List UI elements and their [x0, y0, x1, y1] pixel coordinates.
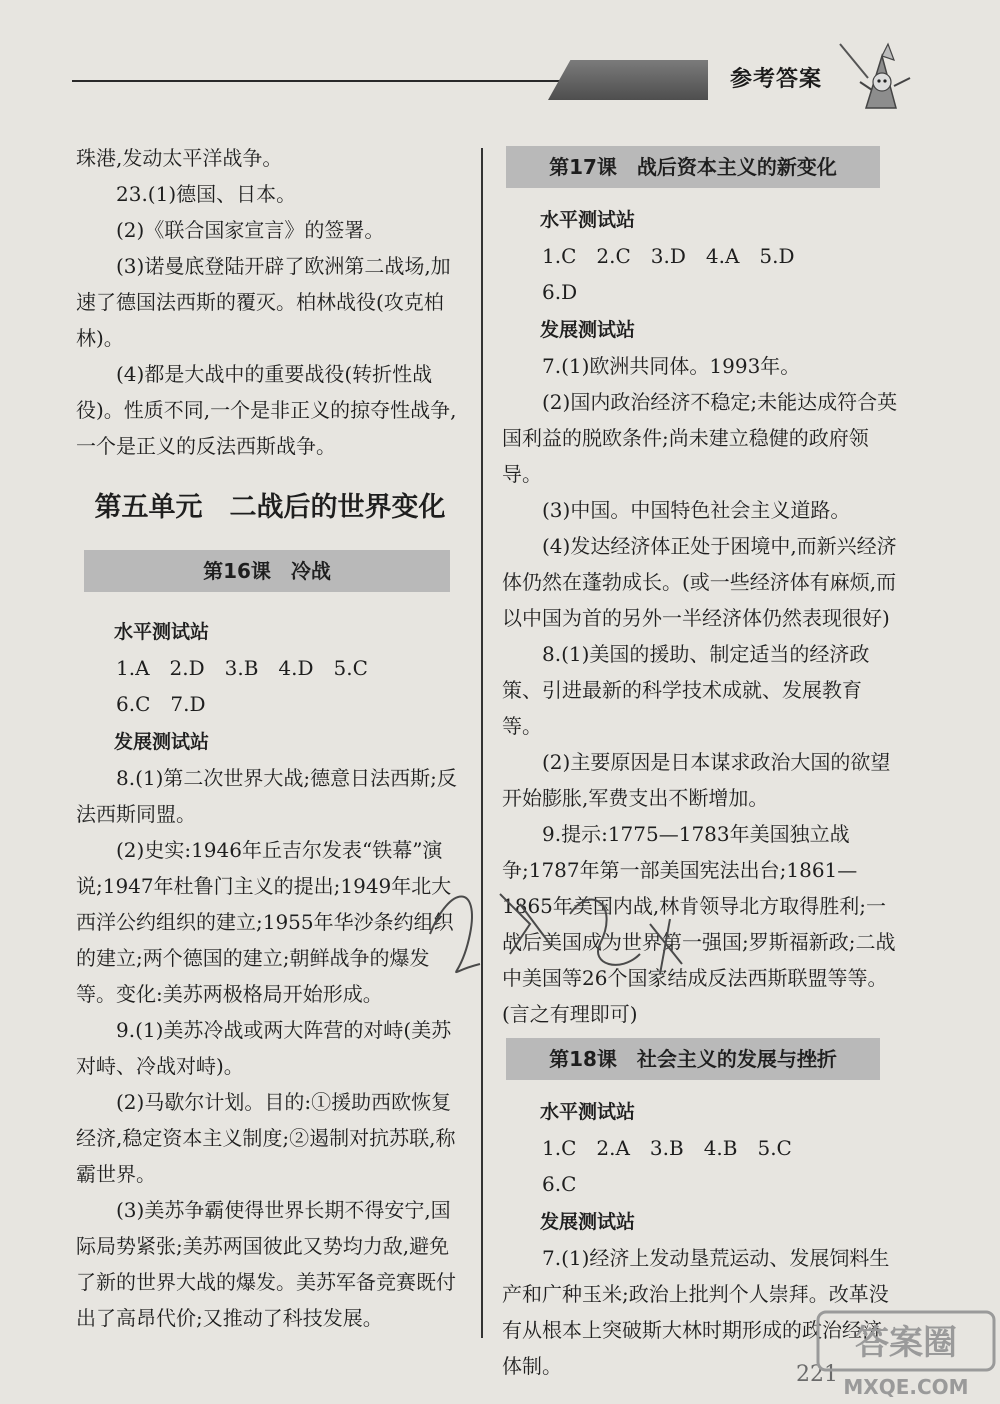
answer-line: 1.A 2.D 3.B 4.D 5.C	[116, 656, 368, 680]
paragraph: (2)马歇尔计划。目的:①援助西欧恢复经济,稳定资本主义制度;②遏制对抗苏联,称霸世界。	[76, 1090, 456, 1186]
answer-line: 6.C 7.D	[116, 692, 206, 716]
header-rule	[72, 80, 570, 82]
paragraph: 珠港,发动太平洋战争。	[76, 146, 283, 170]
left-column	[76, 140, 464, 1336]
header-title: 参考答案	[730, 66, 823, 92]
paragraph: (2)国内政治经济不稳定;未能达成符合英国利益的脱欧条件;尚未建立稳健的政府领导。	[502, 390, 898, 486]
paragraph: (4)发达经济体正处于困境中,而新兴经济体仍然在蓬勃成长。(或一些经济体有麻烦,而以中国为首的另外一半经济体仍然表现很好)	[502, 534, 897, 630]
paragraph: (2)主要原因是日本谋求政治大国的欲望开始膨胀,军费支出不断增加。	[502, 750, 891, 810]
watermark-logo	[816, 1308, 996, 1400]
lesson-title: 第18课 社会主义的发展与挫折	[506, 1038, 880, 1080]
unit-title: 第五单元 二战后的世界变化	[94, 492, 446, 523]
paragraph: (3)诺曼底登陆开辟了欧洲第二战场,加速了德国法西斯的覆灭。柏林战役(攻克柏林)。	[76, 254, 451, 350]
paragraph: 23.(1)德国、日本。	[116, 182, 297, 206]
section-heading: 水平测试站	[540, 1101, 636, 1123]
section-heading: 发展测试站	[540, 319, 636, 341]
handwriting-scribble	[420, 864, 690, 992]
svg-text:MXQE.COM: MXQE.COM	[843, 1375, 969, 1399]
paragraph: (3)中国。中国特色社会主义道路。	[542, 498, 851, 522]
section-heading: 发展测试站	[540, 1211, 636, 1233]
paragraph: (4)都是大战中的重要战役(转折性战役)。性质不同,一个是非正义的掠夺性战争,一个是正义的反法西斯战争。	[76, 362, 457, 458]
paragraph: 9.提示:1775—1783年美国独立战争;1787年第一部美国宪法出台;1861—1865年美国内战,林肯领导北方取得胜利;一战后美国成为世界第一强国;罗斯福新政;二战中美国等26个国家结成反法西斯联盟等等。(言之有理即可)	[502, 822, 896, 1026]
mascot-icon	[838, 38, 918, 110]
paragraph: 8.(1)美国的援助、制定适当的经济政策、引进最新的科学技术成就、发展教育等。	[502, 642, 870, 738]
section-heading: 水平测试站	[540, 209, 636, 231]
header-tab	[548, 60, 708, 100]
lesson-title: 第17课 战后资本主义的新变化	[506, 146, 880, 188]
page-number: 221	[796, 1362, 838, 1387]
paragraph: 8.(1)第二次世界大战;德意日法西斯;反法西斯同盟。	[76, 766, 457, 826]
paragraph: (3)美苏争霸使得世界长期不得安宁,国际局势紧张;美苏两国彼此又势均力敌,避免了新的世界大战的爆发。美苏军备竞赛既付出了高昂代价;又推动了科技发展。	[76, 1198, 456, 1330]
paragraph: (2)《联合国家宣言》的签署。	[116, 218, 385, 242]
answer-line: 6.D	[542, 280, 578, 304]
answer-line: 1.C 2.C 3.D 4.A 5.D	[542, 244, 795, 268]
paragraph: 9.(1)美苏冷战或两大阵营的对峙(美苏对峙、冷战对峙)。	[76, 1018, 452, 1078]
svg-text:答案圈: 答案圈	[855, 1323, 957, 1363]
right-column	[502, 140, 900, 1384]
paragraph: 7.(1)欧洲共同体。1993年。	[542, 354, 801, 378]
section-heading: 水平测试站	[114, 621, 210, 643]
column-divider	[481, 148, 483, 1338]
lesson-title: 第16课 冷战	[84, 550, 450, 592]
answer-line: 6.C	[542, 1172, 577, 1196]
section-heading: 发展测试站	[114, 731, 210, 753]
paragraph: 7.(1)经济上发动垦荒运动、发展饲料生产和广种玉米;政治上批判个人崇拜。改革没有从根本上突破斯大林时期形成的政治经济体制。	[502, 1246, 890, 1378]
answer-line: 1.C 2.A 3.B 4.B 5.C	[542, 1136, 792, 1160]
paragraph: (2)史实:1946年丘吉尔发表“铁幕”演说;1947年杜鲁门主义的提出;1949年北大西洋公约组织的建立;1955年华沙条约组织的建立;两个德国的建立;朝鲜战争的爆发等。变化:美苏两极格局开始形成。	[76, 838, 454, 1006]
